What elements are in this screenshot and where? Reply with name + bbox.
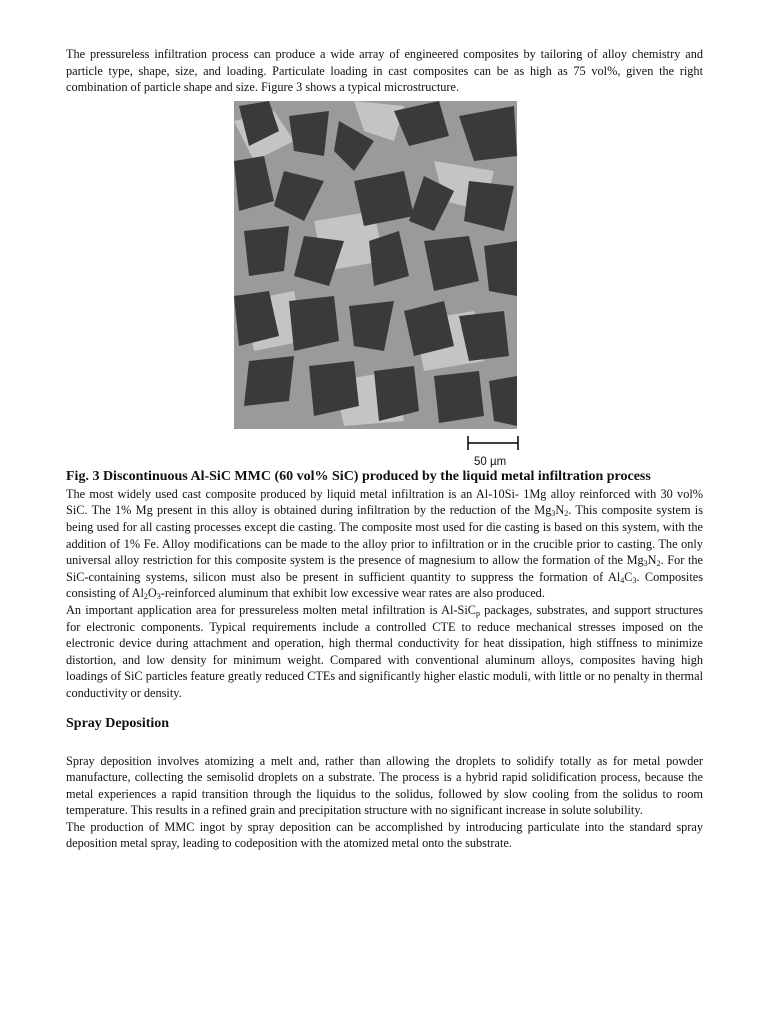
document-page [66, 46, 703, 852]
intro-paragraph: The pressureless infiltration process can produce a wide array of engineered composites by tailoring of alloy chemistry and particle type, shape, size, and loading. Particulate loading in cast composites can be as high as 75 vol%, given the right combination of particle shape and size. Figure 3 shows a typical microstructure. [66, 47, 703, 95]
figure-caption: Fig. 3 Discontinuous Al-SiC MMC (60 vol% SiC) produced by the liquid metal infiltration process [66, 468, 651, 484]
paragraph-mmc-ingot: The production of MMC ingot by spray deposition can be accomplished by introducing particulate into the standard spray deposition metal spray, leading to codeposition with the atomized metal onto the substrate. [66, 819, 703, 851]
paragraph-spray-deposition: Spray deposition involves atomizing a melt and, rather than allowing the droplets to solidify totally as for metal powder manufacture, collecting the semisolid droplets on a substrate. The process is a hybrid rapid solidification process, because the metal experiences a rapid transition through the liquidus to the solidus, followed by slow cooling from the solidus to room temperature. This results in a refined grain and precipitation structure with no significant increase in solute solubility. [66, 753, 703, 818]
scale-bar [466, 435, 520, 451]
paragraph-applications: An important application area for pressureless molten metal infiltration is Al-SiC$_p$ packages, substrates, and support structures for electronic components. Typical requirements include a controlled CTE to reduce mechanical stresses imposed on the electronic device during attachment and operation, high thermal conductivity for heat dissipation, high stiffness to minimize distortion, and low density for minimum weight. Compared with conventional aluminum alloys, composites having high loadings of SiC particles feature greatly reduced CTEs and significantly higher elastic moduli, with little or no penalty in thermal conductivity or density. [66, 602, 703, 700]
paragraph-cast-composite: The most widely used cast composite produced by liquid metal infiltration is an Al-10Si- 1Mg alloy reinforced with 30 vol% SiC. The 1% Mg present in this alloy is obtained during infiltration by the reduction of the $Mg_3N_2$. This composite system is being used for all casting processes except die casting. The composite most used for die casting is based on this system, with the addition of 1% Fe. Alloy modifications can be made to the alloy prior to infiltration or in the crucible prior to casting. The only universal alloy restriction for this composite system is the presence of magnesium to allow the formation of the $Mg_3N_2$. For the SiC-containing systems, silicon must also be present in sufficient quantity to suppress the formation of $Al_4C_3$. Composites consisting of $Al_2O_3$-reinforced aluminum that exhibit low excessive wear rates are also produced. [66, 486, 704, 602]
figure-3 [66, 101, 703, 468]
microstructure-image [234, 101, 517, 429]
scale-bar-label: 50 µm [474, 455, 507, 468]
section-heading: Spray Deposition [66, 715, 170, 731]
